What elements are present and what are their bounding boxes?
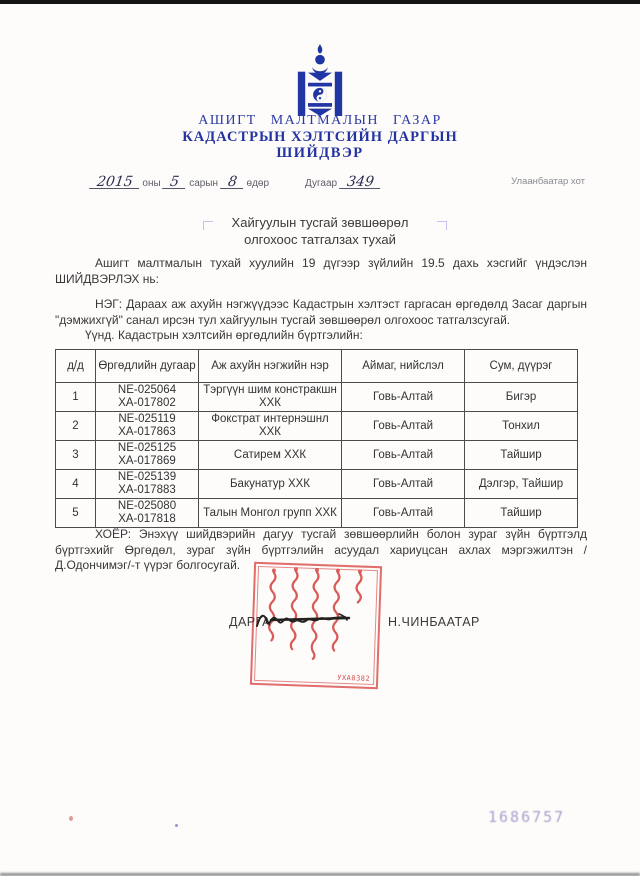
cell-district: Дэлгэр, Тайшир — [465, 470, 578, 499]
code-ne: NE-025080 — [117, 500, 177, 512]
code-xa: XA-017802 — [118, 397, 176, 409]
table-row — [56, 499, 578, 528]
paragraph-clause-one-lead-in: Үүнд. Кадастрын хэлтсийн өргөдлийн бүртгэлийн: — [85, 328, 363, 342]
cell-num: 1 — [56, 383, 96, 412]
paragraph-legal-basis: Ашигт малтмалын тухай хуулийн 19 дүгээр зүйлийн 19.5 дахь хэсгийг үндэслэн ШИЙДВЭРЛЭХ нь: — [55, 256, 587, 286]
signature-name: Н.ЧИНБААТАР — [388, 615, 480, 629]
number-group — [305, 176, 381, 189]
cell-province: Говь-Алтай — [342, 470, 465, 499]
crop-mark-left-icon — [203, 221, 213, 230]
cell-application-no — [96, 383, 199, 412]
dept-name: КАДАСТРЫН ХЭЛТСИЙН ДАРГЫН — [182, 129, 458, 145]
header-cell-province: Аймаг, нийслэл — [342, 350, 465, 383]
header-cell-num: д/д — [56, 350, 96, 383]
soyombo-emblem-icon — [289, 44, 351, 121]
table-row — [56, 470, 578, 499]
code-xa: XA-017818 — [118, 513, 176, 525]
signature-position-label: ДАРГА — [229, 615, 271, 629]
cell-company: Фокстрат интернэшнл ХХК — [199, 412, 342, 441]
cell-company: Тэргүүн шим констракшн ХХК — [199, 383, 342, 412]
cell-district: Бигэр — [465, 383, 578, 412]
date-group — [90, 176, 269, 189]
cell-num: 4 — [56, 470, 96, 499]
table-row — [56, 412, 578, 441]
date-day-handwritten: 8 — [220, 176, 245, 189]
cell-province: Говь-Алтай — [342, 412, 465, 441]
cell-district: Тонхил — [465, 412, 578, 441]
cell-application-no — [96, 499, 199, 528]
cell-district: Тайшир — [465, 499, 578, 528]
cell-num: 5 — [56, 499, 96, 528]
table-row — [56, 441, 578, 470]
code-xa: XA-017883 — [118, 484, 176, 496]
paragraph-clause-one: НЭГ: Дараах аж ахуйн нэгжүүдээс Кадастрын хэлтэст гаргасан өргөдөлд Засаг даргын "дэмжихгүй" санал ирсэн тул хайгуулын тусгай зөвшөөрөл олгохоос татгалзсугай. — [55, 297, 587, 327]
city-label: Улаанбаатар хот — [511, 176, 585, 187]
cell-application-no — [96, 470, 199, 499]
scan-edge-top — [0, 0, 640, 4]
application-registry-table — [55, 349, 578, 528]
cell-province: Говь-Алтай — [342, 441, 465, 470]
year-label: оны — [142, 178, 161, 189]
serial-number-stamp: 1686757 — [488, 808, 566, 826]
director-signature-scribble — [253, 606, 357, 639]
code-ne: NE-025139 — [117, 471, 177, 483]
document-title — [0, 214, 640, 248]
header-cell-application-no: Өргөдлийн дугаар — [96, 350, 199, 383]
date-year-handwritten: 2015 — [89, 176, 140, 189]
title-line1: Хайгуулын тусгай зөвшөөрөл — [231, 215, 409, 230]
code-ne: NE-025125 — [117, 442, 177, 454]
day-label: өдөр — [246, 178, 270, 189]
number-label: Дугаар — [305, 178, 338, 189]
crop-mark-right-icon — [437, 221, 447, 230]
cell-num: 2 — [56, 412, 96, 441]
cell-company: Талын Монгол групп ХХК — [199, 499, 342, 528]
org-name: АШИГТ МАЛТМАЛЫН ГАЗАР — [198, 113, 442, 128]
table-row — [56, 383, 578, 412]
cell-district: Тайшир — [465, 441, 578, 470]
cell-application-no — [96, 441, 199, 470]
table-header-row — [56, 350, 578, 383]
stamp-code: УХА0382 — [337, 673, 371, 683]
cell-company: Сатирем ХХК — [199, 441, 342, 470]
ink-speck — [175, 824, 178, 827]
header-cell-company: Аж ахуйн нэгжийн нэр — [199, 350, 342, 383]
cell-num: 3 — [56, 441, 96, 470]
doc-type: ШИЙДВЭР — [276, 145, 364, 161]
code-ne: NE-025119 — [118, 413, 176, 425]
code-xa: XA-017863 — [118, 426, 176, 438]
paragraph-clause-two: ХОЁР: Энэхүү шийдвэрийн дагуу тусгай зөвшөөрлийн болон зураг зүйн бүртгэлд бүртгэхийг Өргөдөл, зураг зүйн бүртгэлийн асуудал хариуцсан ахлах мэргэжилтэн /Д.Одончимэг/-т үүрэг болгосугай. — [55, 527, 587, 572]
cell-company: Бакунатур ХХК — [199, 470, 342, 499]
header-cell-district: Сум, дүүрэг — [465, 350, 578, 383]
month-label: сарын — [189, 178, 219, 189]
code-ne: NE-025064 — [117, 384, 177, 396]
cell-province: Говь-Алтай — [342, 383, 465, 412]
cell-application-no — [96, 412, 199, 441]
date-month-handwritten: 5 — [163, 176, 188, 189]
title-line2: олгохоос татгалзах тухай — [244, 232, 396, 247]
code-xa: XA-017869 — [118, 455, 176, 467]
doc-number-handwritten: 349 — [339, 176, 382, 189]
ink-speck — [69, 816, 73, 821]
cell-province: Говь-Алтай — [342, 499, 465, 528]
dateline — [55, 170, 585, 196]
